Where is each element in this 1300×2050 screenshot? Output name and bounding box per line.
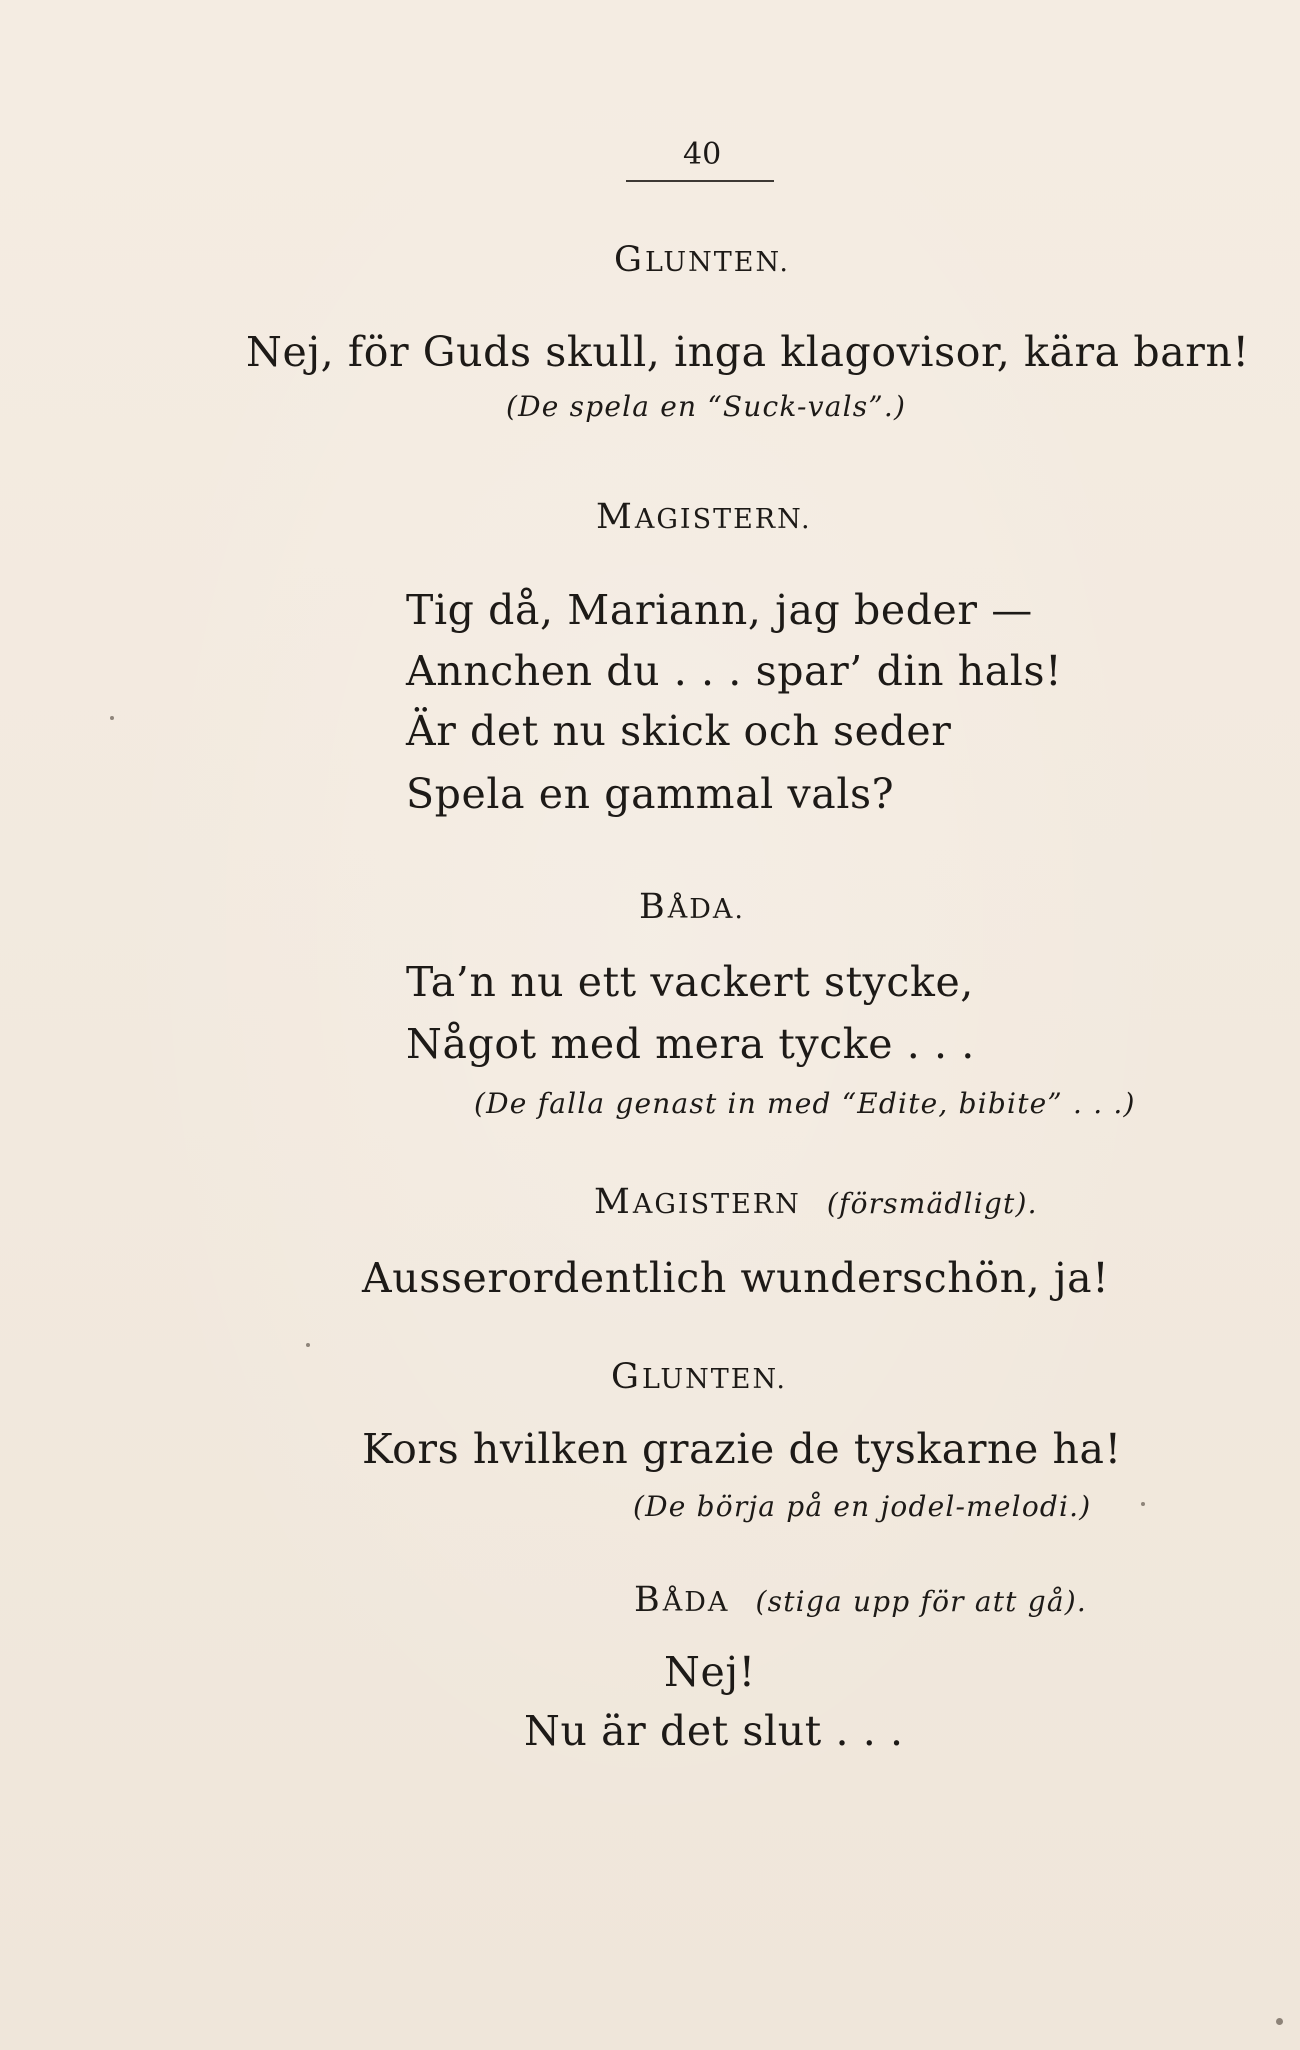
speaker-bada-2 [634,1580,1087,1620]
speaker-name: GLUNTEN. [611,1357,788,1397]
speaker-glunten-1 [614,240,791,280]
speaker-name: BÅDA. [639,887,745,927]
speaker-magistern-1 [596,497,812,537]
speaker-glunten-2 [611,1357,788,1397]
verse-line: Något med mera tycke . . . [406,1020,975,1068]
stage-direction: (De spela en “Suck-vals”.) [506,390,907,423]
verse-line: Tig då, Mariann, jag beder — [406,586,1033,634]
verse-line: Är det nu skick och seder [406,707,952,755]
verse-line: Spela en gammal vals? [406,770,895,818]
verse-line: Nej, för Guds skull, inga klagovisor, kära barn! [246,328,1250,376]
paper-speck [1141,1502,1145,1506]
stage-direction: (De börja på en jodel-melodi.) [633,1490,1092,1523]
page-number: 40 [683,137,722,172]
verse-line: Ausserordentlich wunderschön, ja! [362,1254,1110,1302]
header-rule [626,180,774,182]
paper-speck [306,1343,310,1347]
verse-line: Nu är det slut . . . [524,1707,904,1755]
paper-speck [110,716,114,720]
stage-direction: (De falla genast in med “Edite, bibite” . . .) [474,1087,1136,1120]
verse-line: Annchen du . . . spar’ din hals! [406,647,1063,695]
speaker-name: BÅDA [634,1580,730,1620]
speaker-magistern-2 [594,1182,1038,1222]
speaker-name: MAGISTERN. [596,497,812,537]
speaker-bada-1 [639,887,745,927]
speaker-name: MAGISTERN [594,1182,801,1222]
speaker-direction: (stiga upp för att gå). [755,1585,1087,1618]
verse-line: Nej! [664,1648,756,1696]
speaker-name: GLUNTEN. [614,240,791,280]
speaker-direction: (försmädligt). [826,1187,1038,1220]
verse-line: Ta’n nu ett vackert stycke, [406,958,974,1006]
verse-line: Kors hvilken grazie de tyskarne ha! [362,1425,1122,1473]
paper-speck [1276,2018,1283,2025]
